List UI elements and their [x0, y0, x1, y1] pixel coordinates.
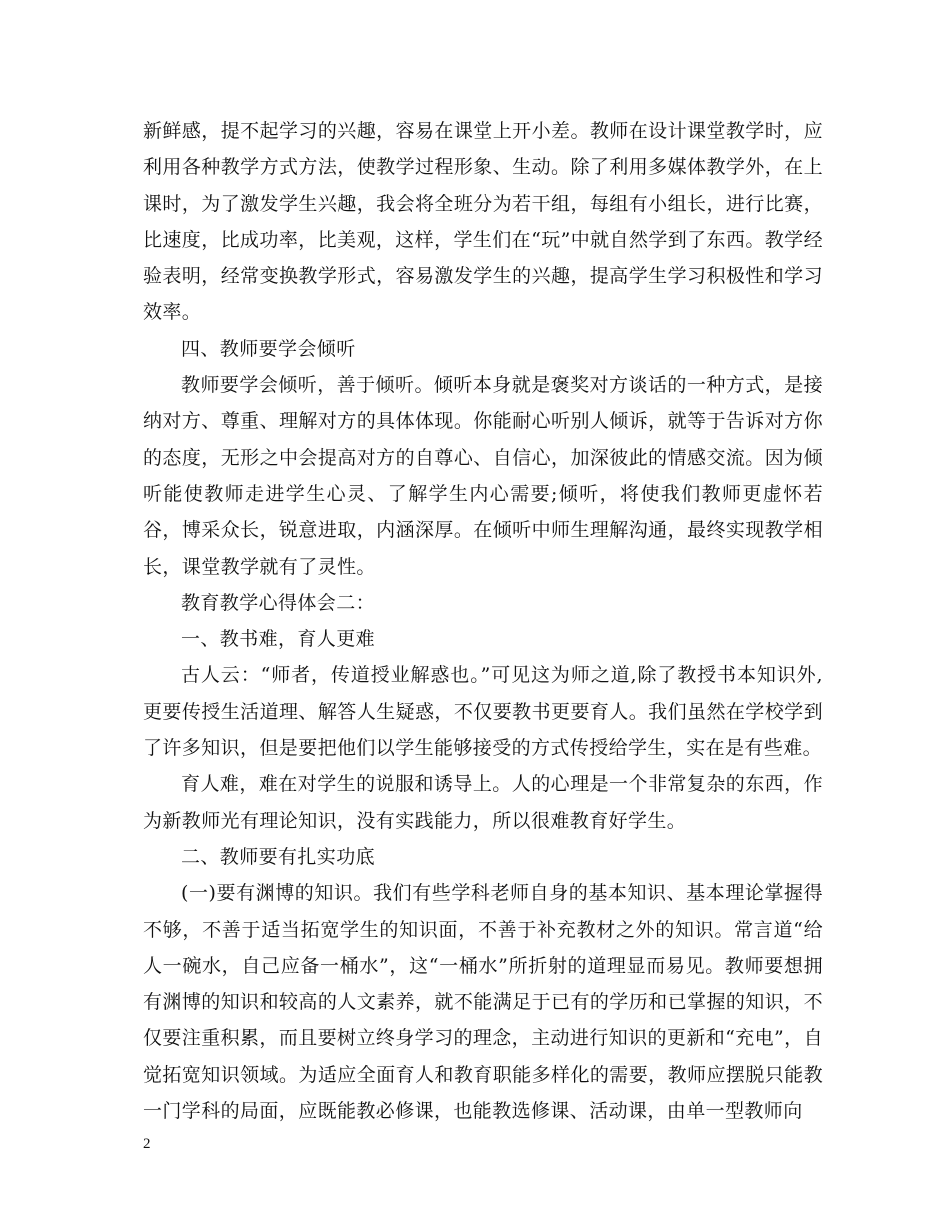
paragraph-educating: 育人难，难在对学生的说服和诱导上。人的心理是一个非常复杂的东西，作为新教师光有理论知识，没有实践能力，所以很难教育好学生。: [143, 773, 823, 832]
page-number: 2: [143, 1136, 151, 1152]
heading-section-four: 四、教师要学会倾听: [181, 337, 356, 360]
document-body: [143, 113, 823, 1129]
heading-section-two: 二、教师要有扎实功底: [181, 845, 376, 868]
heading-essay-two: 教育教学心得体会二：: [181, 591, 376, 614]
paragraph-ancients: 古人云：“师者，传道授业解惑也。”可见这为师之道,除了教授书本知识外,更要传授生活道理、解答人生疑惑，不仅要教书更要育人。我们虽然在学校学到了许多知识，但是要把他们以学生能够接受的方式传授给学生，实在是有些难。: [143, 664, 823, 760]
paragraph-knowledge: (一)要有渊博的知识。我们有些学科老师自身的基本知识、基本理论掌握得不够，不善于适当拓宽学生的知识面，不善于补充教材之外的知识。常言道“给人一碗水，自己应备一桶水”，这“一桶水”所折射的道理显而易见。教师要想拥有渊博的知识和较高的人文素养，就不能满足于已有的学历和已掌握的知识，不仅要注重积累，而且要树立终身学习的理念，主动进行知识的更新和“充电”，自觉拓宽知识领域。为适应全面育人和教育职能多样化的需要，教师应摆脱只能教一门学科的局面，应既能教必修课，也能教选修课、活动课，由单一型教师向: [143, 882, 823, 1123]
paragraph-continuation: 新鲜感，提不起学习的兴趣，容易在课堂上开小差。教师在设计课堂教学时，应利用各种教学方式方法，使教学过程形象、生动。除了利用多媒体教学外，在上课时，为了激发学生兴趣，我会将全班分为若干组，每组有小组长，进行比赛，比速度，比成功率，比美观，这样，学生们在“玩”中就自然学到了东西。教学经验表明，经常变换教学形式，容易激发学生的兴趣，提高学生学习积极性和学习效率。: [143, 120, 823, 324]
paragraph-listening: 教师要学会倾听，善于倾听。倾听本身就是褒奖对方谈话的一种方式，是接纳对方、尊重、理解对方的具体体现。你能耐心听别人倾诉，就等于告诉对方你的态度，无形之中会提高对方的自尊心、自信心，加深彼此的情感交流。因为倾听能使教师走进学生心灵、了解学生内心需要;倾听，将使我们教师更虚怀若谷，博采众长，锐意进取，内涵深厚。在倾听中师生理解沟通，最终实现教学相长，课堂教学就有了灵性。: [143, 374, 823, 578]
heading-section-one: 一、教书难，育人更难: [181, 628, 376, 651]
